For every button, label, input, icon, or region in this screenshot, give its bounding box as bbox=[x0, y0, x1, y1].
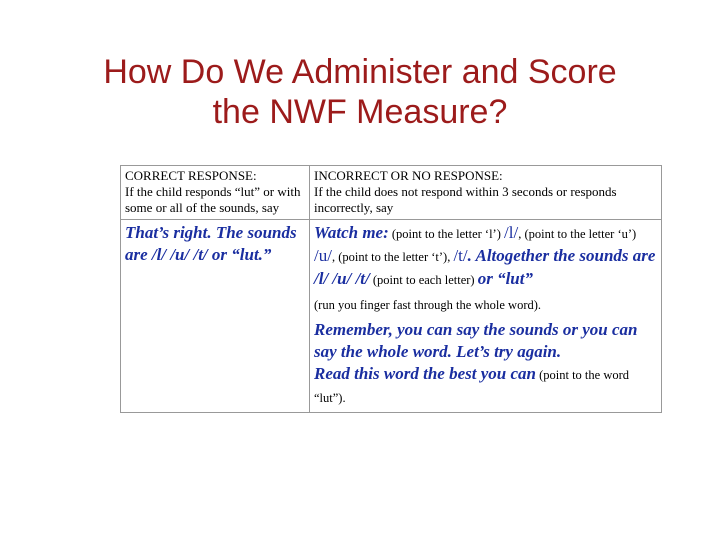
response-table bbox=[120, 165, 662, 413]
instruction-point-l: (point to the letter ‘l’) bbox=[388, 227, 505, 241]
read-word-paragraph bbox=[314, 364, 629, 406]
table-row-script bbox=[121, 220, 662, 413]
title-line-1: How Do We Administer and Score bbox=[103, 53, 617, 91]
remember-text: Remember, you can say the sounds or you can say the whole word. Let’s try again. bbox=[314, 320, 638, 361]
correct-script-cell bbox=[121, 220, 310, 413]
incorrect-response-header: INCORRECT OR NO RESPONSE: bbox=[314, 168, 503, 183]
title-line-2: the NWF Measure? bbox=[212, 93, 508, 131]
incorrect-script-paragraph bbox=[314, 223, 655, 288]
sound-u: /u/ bbox=[314, 246, 332, 265]
instruction-run-finger: (run you finger fast through the whole word). bbox=[314, 298, 542, 312]
sound-l: /l/ bbox=[504, 223, 519, 242]
incorrect-response-cell bbox=[310, 166, 662, 220]
sound-t: /t/ bbox=[453, 246, 468, 265]
page-title bbox=[0, 52, 720, 132]
incorrect-response-desc: If the child does not respond within 3 seconds or responds incorrectly, say bbox=[314, 184, 617, 215]
read-word-text: Read this word the best you can bbox=[314, 364, 536, 383]
correct-script-text: That’s right. The sounds are /l/ /u/ /t/ or “lut.” bbox=[125, 223, 297, 264]
table-row-header bbox=[121, 166, 662, 220]
correct-response-cell bbox=[121, 166, 310, 220]
instruction-point-word: (point to the word “lut”). bbox=[314, 368, 630, 405]
all-sounds: /l/ /u/ /t/ bbox=[314, 269, 370, 288]
correct-response-desc: If the child responds “lut” or with some or all of the sounds, say bbox=[125, 184, 301, 215]
incorrect-script-cell bbox=[310, 220, 662, 413]
instruction-point-u: , (point to the letter ‘u’) bbox=[518, 227, 637, 241]
instruction-point-each: (point to each letter) bbox=[369, 273, 478, 287]
correct-response-header: CORRECT RESPONSE: bbox=[125, 168, 257, 183]
instruction-point-t: , (point to the letter ‘t’), bbox=[331, 250, 454, 264]
altogether-text: . Altogether the sounds are bbox=[467, 246, 656, 265]
watch-me-label: Watch me: bbox=[314, 223, 389, 242]
or-lut-text: or “lut” bbox=[477, 269, 533, 288]
